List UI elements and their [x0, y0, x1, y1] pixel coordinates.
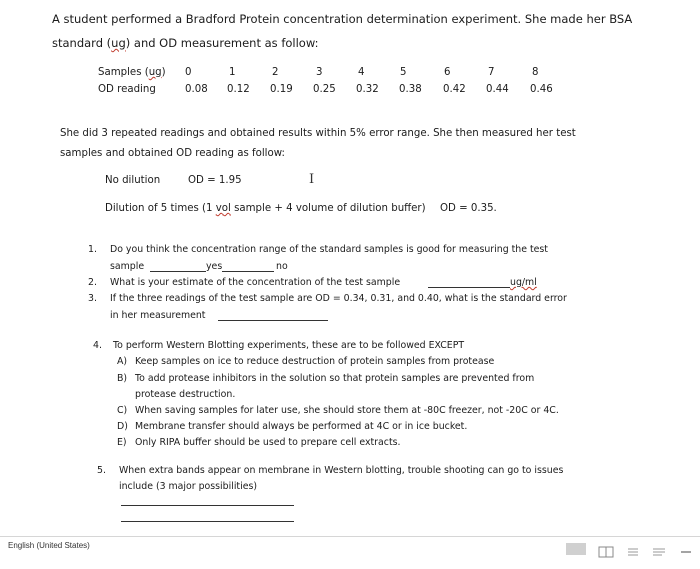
- od-value: 0.32: [356, 84, 379, 95]
- od-value: 0.25: [313, 84, 336, 95]
- no-dilution-label: No dilution: [105, 175, 161, 186]
- question-5-line-2: include (3 major possibilities): [119, 481, 258, 492]
- sample-value: 0: [185, 67, 192, 78]
- answer-blank[interactable]: [150, 271, 206, 272]
- read-mode-icon[interactable]: [598, 543, 614, 555]
- question-2-text: What is your estimate of the concentration of the test sample: [110, 277, 401, 288]
- question-2-unit: ug/ml: [510, 277, 537, 288]
- focus-mode-icon[interactable]: [566, 543, 586, 555]
- sample-value: 4: [358, 67, 365, 78]
- repeat-line-1: She did 3 repeated readings and obtained results within 5% error range. She then measured her test: [60, 128, 576, 139]
- od-value: 0.42: [443, 84, 466, 95]
- question-3-line-1: If the three readings of the test sample are OD = 0.34, 0.31, and 0.40, what is the standard error: [110, 293, 567, 304]
- question-1-number: 1.: [88, 244, 97, 255]
- question-4-number: 4.: [93, 340, 102, 351]
- option-letter: A): [117, 356, 128, 367]
- option-text: Membrane transfer should always be performed at 4C or in ice bucket.: [135, 421, 468, 432]
- answer-blank[interactable]: [218, 320, 328, 321]
- web-layout-icon[interactable]: [652, 543, 666, 555]
- text-cursor-icon: I: [309, 172, 315, 187]
- option-text: When saving samples for later use, she should store them at -80C freezer, not -20C or 4C.: [135, 405, 559, 416]
- dilution-od: OD = 0.35.: [440, 203, 497, 214]
- od-value: 0.08: [185, 84, 208, 95]
- option-text: Only RIPA buffer should be used to prepare cell extracts.: [135, 437, 401, 448]
- answer-blank[interactable]: [428, 287, 510, 288]
- sample-value: 1: [229, 67, 236, 78]
- answer-blank[interactable]: [121, 521, 294, 522]
- od-reading-label: OD reading: [98, 84, 156, 95]
- dilution-text: Dilution of 5 times (1 vol sample + 4 volume of dilution buffer): [105, 203, 426, 214]
- option-letter: E): [117, 437, 127, 448]
- option-text: Keep samples on ice to reduce destruction of protein samples from protease: [135, 356, 495, 367]
- od-value: 0.46: [530, 84, 553, 95]
- status-bar: [0, 536, 700, 569]
- question-1-no: no: [276, 261, 288, 272]
- od-value: 0.44: [486, 84, 509, 95]
- intro-line-1: A student performed a Bradford Protein concentration determination experiment. She made her BSA: [52, 12, 633, 26]
- option-letter: C): [117, 405, 128, 416]
- question-5-number: 5.: [97, 465, 106, 476]
- question-3-number: 3.: [88, 293, 97, 304]
- question-1-sample: sample: [110, 261, 145, 272]
- option-letter: D): [117, 421, 128, 432]
- option-text: To add protease inhibitors in the solution so that protein samples are prevented from: [135, 373, 535, 384]
- answer-blank[interactable]: [222, 271, 274, 272]
- question-1-text: Do you think the concentration range of the standard samples is good for measuring the test: [110, 244, 548, 255]
- answer-blank[interactable]: [121, 505, 294, 506]
- zoom-out-icon[interactable]: [678, 543, 694, 555]
- od-value: 0.12: [227, 84, 250, 95]
- option-letter: B): [117, 373, 128, 384]
- sample-value: 5: [400, 67, 407, 78]
- intro-line-2: standard (ug) and OD measurement as follow:: [52, 36, 319, 50]
- question-4-title: To perform Western Blotting experiments, these are to be followed EXCEPT: [113, 340, 465, 351]
- question-5-line-1: When extra bands appear on membrane in Western blotting, trouble shooting can go to issues: [119, 465, 564, 476]
- no-dilution-od: OD = 1.95: [188, 175, 242, 186]
- sample-value: 6: [444, 67, 451, 78]
- repeat-line-2: samples and obtained OD reading as follow:: [60, 148, 285, 159]
- sample-value: 2: [272, 67, 279, 78]
- sample-value: 8: [532, 67, 539, 78]
- question-2-number: 2.: [88, 277, 97, 288]
- language-indicator[interactable]: English (United States): [8, 541, 90, 550]
- sample-value: 3: [316, 67, 323, 78]
- question-3-line-2: in her measurement: [110, 310, 206, 321]
- print-layout-icon[interactable]: [626, 543, 640, 555]
- question-1-yes: yes: [206, 261, 223, 272]
- sample-value: 7: [488, 67, 495, 78]
- od-value: 0.38: [399, 84, 422, 95]
- od-value: 0.19: [270, 84, 293, 95]
- samples-label: Samples (ug): [98, 67, 166, 78]
- option-text-continued: protease destruction.: [135, 389, 236, 400]
